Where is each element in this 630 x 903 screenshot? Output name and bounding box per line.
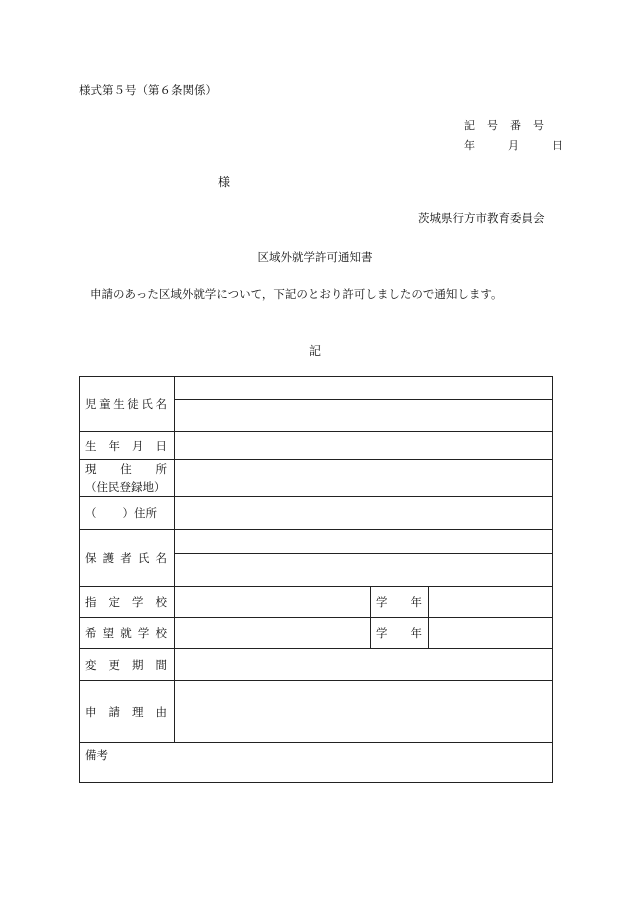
current-address-field[interactable] — [175, 460, 553, 497]
birth-date-label: 生 年 月 日 — [80, 432, 175, 460]
change-period-field[interactable] — [175, 649, 553, 681]
student-name-furigana-field[interactable] — [175, 377, 553, 400]
student-name-field[interactable] — [175, 400, 553, 432]
body-text: 申請のあった区域外就学について，下記のとおり許可しましたので通知します。 — [90, 287, 503, 301]
designated-school-grade-label: 学 年 — [371, 587, 429, 618]
desired-school-label: 希 望 就 学 校 — [80, 618, 175, 649]
student-name-label: 児 童 生 徒 氏 名 — [80, 377, 175, 432]
form-number-label: 様式第５号（第６条関係） — [79, 83, 217, 97]
desired-school-grade-field[interactable] — [429, 618, 553, 649]
document-title: 区域外就学許可通知書 — [257, 250, 373, 264]
application-reason-field[interactable] — [175, 681, 553, 743]
designated-school-grade-field[interactable] — [429, 587, 553, 618]
addressee-suffix: 様 — [218, 175, 231, 189]
guardian-name-label: 保 護 者 氏 名 — [80, 530, 175, 587]
change-period-label: 変 更 期 間 — [80, 649, 175, 681]
designated-school-field[interactable] — [175, 587, 371, 618]
birth-date-field[interactable] — [175, 432, 553, 460]
guardian-name-furigana-field[interactable] — [175, 530, 553, 554]
designated-school-label: 指 定 学 校 — [80, 587, 175, 618]
reference-date-label: 年 月 日 — [464, 139, 563, 152]
other-address-label: （ ）住所 — [80, 497, 175, 530]
remarks-field[interactable] — [80, 743, 553, 783]
application-reason-label: 申 請 理 由 — [80, 681, 175, 743]
reference-number-label: 記 号 番 号 — [464, 119, 545, 132]
desired-school-grade-label: 学 年 — [371, 618, 429, 649]
ki-heading: 記 — [308, 344, 321, 358]
issuer-name: 茨城県行方市教育委員会 — [418, 211, 545, 225]
notification-form-table — [79, 376, 553, 783]
guardian-name-field[interactable] — [175, 554, 553, 587]
other-address-field[interactable] — [175, 497, 553, 530]
current-address-label: 現 住 所 （住民登録地） — [80, 460, 175, 497]
remarks-label: 備考 — [85, 748, 108, 762]
desired-school-field[interactable] — [175, 618, 371, 649]
